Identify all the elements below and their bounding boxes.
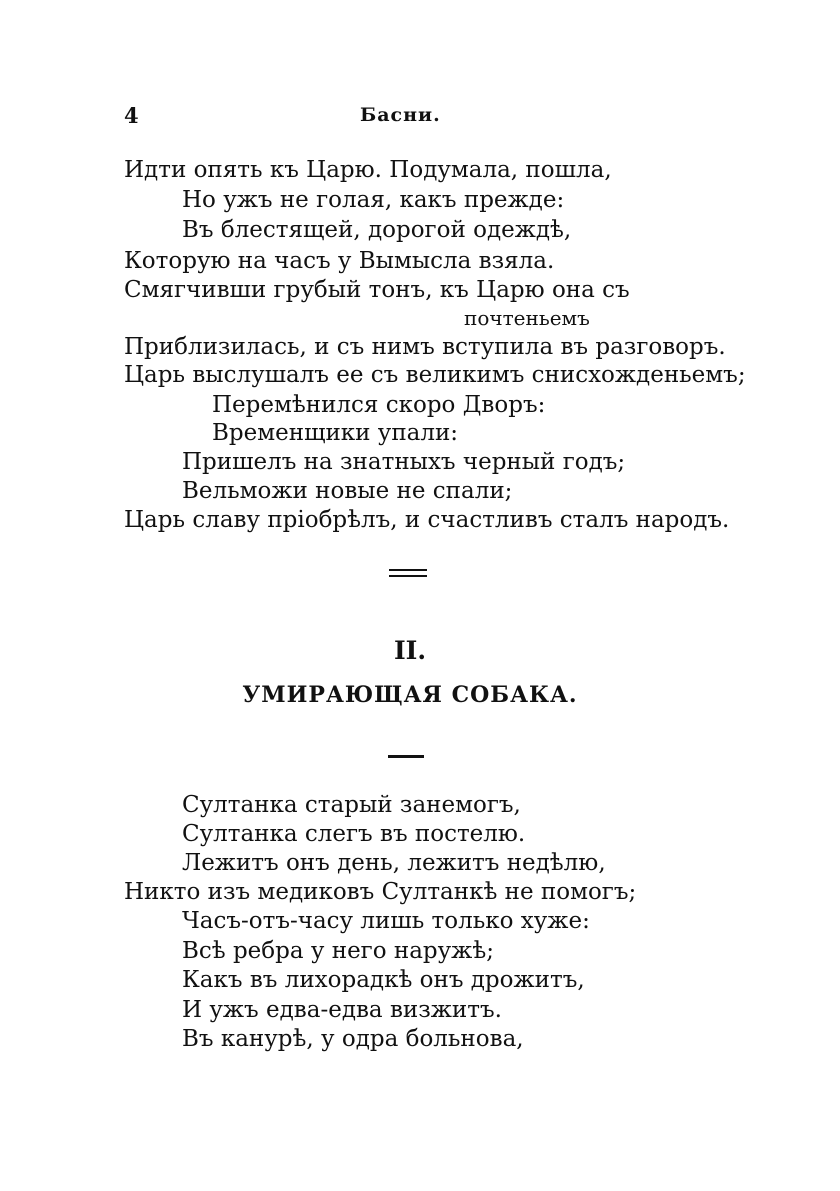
verse-line: Какъ въ лихорадкѣ онъ дрожитъ, bbox=[182, 967, 585, 993]
verse-line: Султанка старый занемогъ, bbox=[182, 792, 521, 818]
verse-line: Въ блестящей, дорогой одеждѣ, bbox=[182, 217, 572, 243]
verse-line: Всѣ ребра у него наружѣ; bbox=[182, 938, 494, 964]
fable-title: УМИРАЮЩАЯ СОБАКА. bbox=[242, 682, 578, 708]
running-title: Басни. bbox=[360, 104, 441, 126]
verse-line: Часъ-отъ-часу лишь только хуже: bbox=[182, 908, 590, 934]
verse-line: Приблизилась, и съ нимъ вступила въ разговоръ. bbox=[124, 334, 726, 360]
verse-line: Царь славу пріобрѣлъ, и счастливъ сталъ народъ. bbox=[124, 507, 730, 533]
verse-line: Но ужъ не голая, какъ прежде: bbox=[182, 187, 565, 213]
verse-line: Въ канурѣ, у одра больнова, bbox=[182, 1026, 524, 1052]
verse-line: Которую на часъ у Вымысла взяла. bbox=[124, 248, 555, 274]
verse-line: Пришелъ на знатныхъ черный годъ; bbox=[182, 449, 626, 475]
verse-line: Вельможи новые не спали; bbox=[182, 478, 513, 504]
page-number: 4 bbox=[124, 103, 139, 128]
double-rule-separator bbox=[389, 569, 427, 577]
verse-line: Лежитъ онъ день, лежитъ недѣлю, bbox=[182, 850, 606, 876]
verse-line: Царь выслушалъ ее съ великимъ снисхожденьемъ; bbox=[124, 362, 746, 388]
verse-line: Смягчивши грубый тонъ, къ Царю она съ bbox=[124, 277, 630, 303]
verse-line-turnover: почтеньемъ bbox=[464, 306, 590, 330]
verse-line: Султанка слегъ въ постелю. bbox=[182, 821, 526, 847]
title-rule bbox=[388, 755, 424, 758]
verse-line: Временщики упали: bbox=[212, 420, 459, 446]
verse-line: Никто изъ медиковъ Султанкѣ не помогъ; bbox=[124, 879, 637, 905]
verse-line: Идти опять къ Царю. Подумала, пошла, bbox=[124, 157, 612, 183]
verse-line: И ужъ едва-едва визжитъ. bbox=[182, 997, 502, 1023]
fable-number: II. bbox=[393, 636, 427, 665]
verse-line: Перемѣнился скоро Дворъ: bbox=[212, 392, 546, 418]
